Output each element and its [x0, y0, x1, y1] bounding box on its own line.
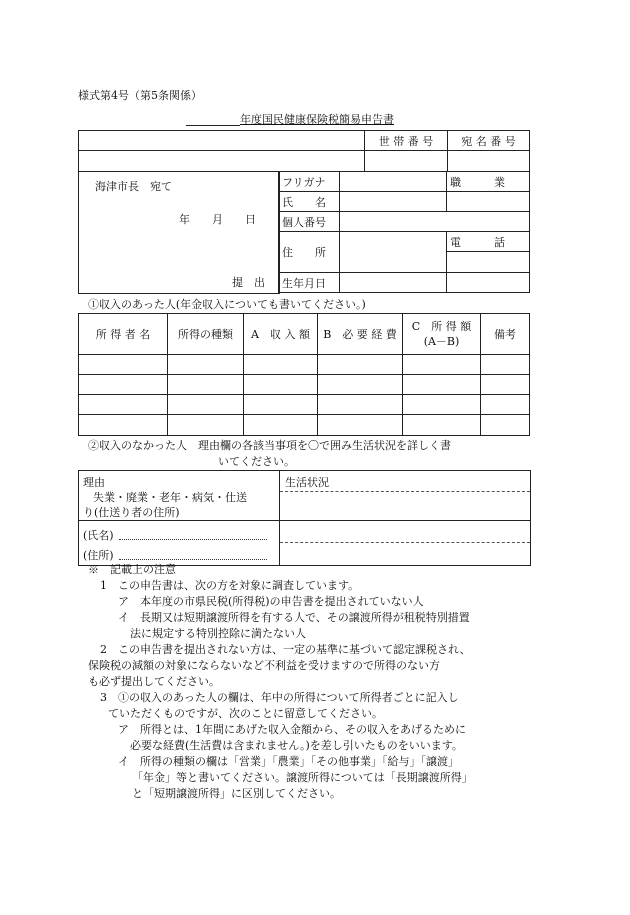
col-income: [403, 314, 481, 355]
table-cell[interactable]: [79, 355, 168, 375]
table-cell[interactable]: [481, 415, 530, 436]
note-item: 3 ①の収入のあった人の欄は、年中の所得について所得者ごとに記入し: [100, 691, 459, 704]
address-no-field[interactable]: [448, 151, 530, 172]
living-line[interactable]: [280, 491, 530, 492]
section1-heading: ①収入のあった人(年金収入についても書いてください。): [88, 298, 366, 311]
col-earner-name: 所 得 者 名: [79, 314, 168, 355]
table-cell[interactable]: [403, 375, 481, 395]
divider: [79, 520, 530, 521]
personal-no-label: 個人番号: [279, 212, 340, 232]
year-blank[interactable]: [186, 111, 240, 126]
date-line[interactable]: 年 月 日: [179, 213, 256, 226]
table-cell[interactable]: [79, 395, 168, 415]
table-cell[interactable]: [168, 355, 244, 375]
table-cell[interactable]: [318, 375, 403, 395]
note-item: 1 この申告書は、次の方を対象に調査しています。: [100, 579, 360, 592]
birth-label: 生年月日: [279, 273, 340, 293]
note-item: イ 所得の種類の欄は「営業」「農業」「その他事業」「給与」「譲渡」: [118, 755, 459, 768]
note-item: も必ず提出してください。: [88, 675, 220, 688]
note-item: と「短期譲渡所得」に区別してください。: [132, 787, 341, 800]
table-cell[interactable]: [168, 395, 244, 415]
address-no-label: 宛 名 番 号: [448, 131, 530, 151]
applicant-table: [278, 171, 530, 293]
table-cell[interactable]: [79, 415, 168, 436]
address-label: 住 所: [279, 232, 340, 273]
reason-options[interactable]: 失業・廃業・老年・病気・仕送: [93, 491, 247, 504]
note-item: 必要な経費(生活費は含まれません。)を差し引いたものをいいます。: [130, 739, 463, 752]
table-cell[interactable]: [481, 355, 530, 375]
submit-label: 提 出: [232, 276, 265, 289]
furigana-label: フリガナ: [279, 172, 340, 192]
header-blank: [79, 131, 365, 151]
phone-field[interactable]: [447, 252, 530, 273]
table-cell[interactable]: [168, 375, 244, 395]
table-cell[interactable]: [318, 395, 403, 415]
note-item: ア 所得とは、1年間にあげた収入金額から、その収入をあげるために: [118, 723, 466, 736]
notes-heading: ※ 記載上の注意: [88, 563, 176, 576]
table-cell[interactable]: [403, 355, 481, 375]
table-row: [79, 375, 530, 395]
occupation-field[interactable]: [447, 192, 530, 212]
reason-sender-address: り(仕送り者の住所): [83, 506, 180, 519]
col-revenue: A 収 入 額: [244, 314, 318, 355]
reason-label: 理由: [83, 476, 105, 489]
sender-address-label: (住所): [83, 549, 114, 562]
sender-name-line[interactable]: [119, 539, 267, 540]
table-cell[interactable]: [79, 375, 168, 395]
sender-address-line[interactable]: [119, 559, 267, 560]
addressee-box: [78, 171, 280, 294]
furigana-field[interactable]: [340, 172, 447, 192]
table-cell[interactable]: [244, 355, 318, 375]
table-cell[interactable]: [168, 415, 244, 436]
form-number: 様式第4号（第5条関係）: [78, 89, 202, 102]
note-item: 「年金」等と書いてください。譲渡所得については「長期譲渡所得」: [132, 771, 473, 784]
living-line[interactable]: [280, 542, 530, 543]
notes: [80, 562, 540, 802]
sender-name-label: (氏名): [83, 529, 114, 542]
note-item: イ 長期又は短期譲渡所得を有する人で、その譲渡所得が租税特別措置: [118, 611, 470, 624]
table-row: [79, 355, 530, 375]
household-no-field[interactable]: [365, 151, 448, 172]
phone-label: 電 話: [447, 232, 530, 252]
col-expenses: B 必 要 経 費: [318, 314, 403, 355]
table-cell[interactable]: [318, 415, 403, 436]
birth-field[interactable]: [340, 273, 447, 293]
table-cell[interactable]: [403, 415, 481, 436]
table-cell[interactable]: [403, 395, 481, 415]
header-table: [78, 130, 530, 172]
table-cell[interactable]: [244, 375, 318, 395]
note-item: 保険税の減額の対象にならないなど不利益を受けますので所得のない方: [88, 659, 440, 672]
table-row: [79, 395, 530, 415]
table-cell[interactable]: [481, 395, 530, 415]
divider: [279, 471, 280, 565]
household-no-label: 世 帯 番 号: [365, 131, 448, 151]
personal-no-field[interactable]: [340, 212, 530, 232]
table-cell[interactable]: [244, 395, 318, 415]
address-field[interactable]: [340, 232, 447, 273]
section2-heading-line2: いてください。: [218, 455, 295, 468]
name-field[interactable]: [340, 192, 447, 212]
occupation-label: 職 業: [447, 172, 530, 192]
note-item: ていただくものですが、次のことに留意してください。: [108, 707, 383, 720]
addressee: 海津市長 宛て: [95, 180, 172, 193]
header-row2-blank[interactable]: [79, 151, 365, 172]
reason-table: [78, 470, 531, 566]
table-cell[interactable]: [244, 415, 318, 436]
table-cell[interactable]: [481, 375, 530, 395]
section2-heading-line1: ②収入のなかった人 理由欄の各該当事項を〇で囲み生活状況を詳しく書: [88, 439, 451, 452]
living-label: 生活状況: [285, 476, 329, 489]
col-income-type: 所得の種類: [168, 314, 244, 355]
income-table: [78, 313, 530, 436]
col-income-label: C 所 得 額: [411, 320, 472, 333]
col-income-formula: (A－B): [423, 335, 460, 348]
table-cell[interactable]: [318, 355, 403, 375]
table-row: [79, 415, 530, 436]
note-item: 2 この申告書を提出されない方は、一定の基準に基づいて認定課税され、: [100, 643, 471, 656]
note-item: 法に規定する特別控除に満たない人: [130, 627, 306, 640]
page-title: 年度国民健康保険税簡易申告書: [240, 113, 394, 126]
name-label: 氏 名: [279, 192, 340, 212]
col-remarks: 備考: [481, 314, 530, 355]
birth-extra-field[interactable]: [447, 273, 530, 293]
note-item: ア 本年度の市県民税(所得税)の申告書を提出されていない人: [118, 595, 424, 608]
